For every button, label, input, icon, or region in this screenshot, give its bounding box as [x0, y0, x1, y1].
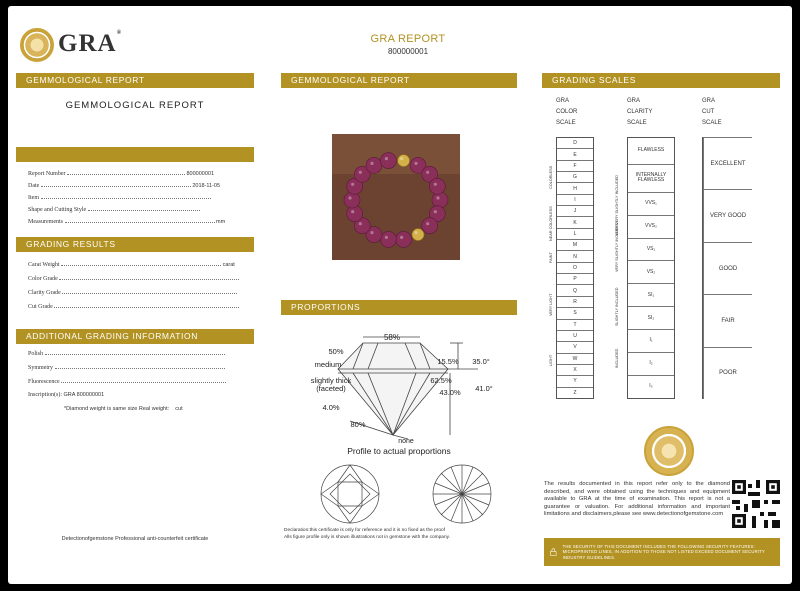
- clarity-grade-2: VVS₁: [628, 193, 674, 216]
- left-bar-blank: [16, 147, 254, 162]
- color-grade-j: J: [557, 206, 593, 217]
- color-grade-f: F: [557, 161, 593, 172]
- color-grade-q: Q: [557, 285, 593, 296]
- ruby-bead: [380, 153, 396, 169]
- diamond-weight-note: *Diamond weight is same size Real weight: cut: [64, 406, 183, 412]
- middle-footer: [284, 527, 520, 541]
- diagram-crown-pct: 50%: [328, 347, 344, 356]
- field-inscription: Inscription(s): GRA 800000001: [28, 392, 105, 398]
- color-scale-table: [556, 137, 594, 399]
- clarity-grade-9: I₂: [628, 353, 674, 376]
- bead-highlight: [370, 162, 373, 165]
- field-color-grade: Color Grade: [28, 275, 254, 282]
- field-item: Item: [28, 194, 254, 201]
- bead-highlight: [434, 183, 437, 186]
- field-cut-grade: Cut Grade: [28, 303, 254, 310]
- bar-grading-scales: GRADING SCALES: [542, 73, 780, 88]
- ruby-bead: [347, 206, 363, 222]
- report-title: GRA REPORT: [370, 33, 446, 45]
- ruby-bead: [429, 178, 445, 194]
- bead-highlight: [400, 236, 403, 239]
- brand-logo-text: GRA®: [58, 30, 123, 57]
- clarity-grade-4: VS₁: [628, 239, 674, 262]
- clarity-group-si: SLIGHTLY INCLUDED: [615, 287, 619, 326]
- color-grade-i: I: [557, 195, 593, 206]
- color-group-light: LIGHT: [549, 354, 553, 366]
- clarity-group-vs: VERY SLIGHTLY INCLUDED: [615, 222, 619, 272]
- bead-highlight: [414, 162, 417, 165]
- cut-scale-head: GRA CUT SCALE: [702, 98, 722, 126]
- bead-highlight: [385, 236, 388, 239]
- bar-grading-results: GRADING RESULTS: [16, 237, 254, 252]
- gold-bead: [398, 155, 410, 167]
- field-clarity-grade: Clarity Grade: [28, 289, 254, 296]
- color-grade-g: G: [557, 172, 593, 183]
- diagram-culet: none: [398, 438, 414, 445]
- bead-highlight: [426, 222, 429, 225]
- field-report-number: Report Number 800000001: [28, 171, 215, 177]
- field-date: Date 2018-11-05: [28, 183, 221, 189]
- bead-highlight: [436, 196, 439, 199]
- bead-highlight: [385, 157, 388, 160]
- bar-additional-info: ADDITIONAL GRADING INFORMATION: [16, 329, 254, 344]
- ruby-bead: [380, 231, 396, 247]
- report-sheet: [8, 6, 792, 584]
- clarity-group-vvs: VERY VERY SLIGHTLY INCLUDED: [615, 175, 619, 236]
- left-subtitle: GEMMOLOGICAL REPORT: [65, 100, 205, 111]
- diagram-crown-angle: 35.0°: [472, 357, 490, 366]
- clarity-grade-6: SI₁: [628, 284, 674, 307]
- diagram-table: 58%: [383, 333, 401, 342]
- clarity-scale-table: [627, 137, 675, 399]
- bead-highlight: [351, 210, 354, 213]
- report-number-header: 800000001: [387, 47, 429, 56]
- cut-grade-excellent: EXCELLENT: [703, 137, 752, 190]
- color-grade-n: N: [557, 251, 593, 262]
- bead-highlight: [370, 231, 373, 234]
- clarity-grade-5: VS₂: [628, 261, 674, 284]
- cut-scale-table: [702, 137, 752, 399]
- color-group-near-colorless: NEAR COLORLESS: [549, 206, 553, 241]
- color-grade-t: T: [557, 320, 593, 331]
- security-note: THE SECURITY OF THIS DOCUMENT INCLUDES THE FOLLOWING SECURITY FEATURES: MICROPRINTED LINES, IN ADDITION TO THOSE NOT LISTED EXCEED DOCUMENT SECURITY INDUSTRY GUIDELINES.: [562, 543, 765, 560]
- color-grade-u: U: [557, 331, 593, 342]
- bar-proportions: PROPORTIONS: [281, 300, 517, 315]
- diagram-pavilion-pct: 62.5%: [430, 376, 452, 385]
- bottom-view-diagram: [426, 463, 498, 525]
- color-group-very-light: VERY LIGHT: [549, 293, 553, 316]
- profile-title: Profile to actual proportions: [347, 446, 451, 456]
- middle-footer-line1: Declaration:this certificate is only for reference and it is no fixed as the proof: [284, 528, 446, 533]
- field-fluorescence: Fluorescence: [28, 378, 254, 385]
- middle-footer-line2: Alls figure profile only is shown illustrations not in gemstone with the company.: [284, 535, 451, 540]
- ruby-bead: [422, 218, 438, 234]
- field-measurements: Measurements mm: [28, 219, 226, 225]
- security-banner: [544, 538, 780, 566]
- color-grade-d: D: [557, 138, 593, 149]
- field-carat-weight: Carat Weight carat: [28, 262, 235, 268]
- middle-bar-gemmological: GEMMOLOGICAL REPORT: [281, 73, 517, 88]
- color-grade-p: P: [557, 274, 593, 285]
- ruby-bead: [344, 192, 360, 208]
- color-grade-m: M: [557, 240, 593, 251]
- color-grade-r: R: [557, 297, 593, 308]
- color-grade-w: W: [557, 354, 593, 365]
- cut-grade-fair: FAIR: [703, 295, 752, 347]
- color-scale-head: GRA COLOR SCALE: [556, 98, 578, 126]
- ruby-bead: [396, 231, 412, 247]
- diagram-crown-height: 15.5%: [437, 357, 459, 366]
- diagram-lower-half: 80%: [350, 420, 366, 429]
- bead-highlight: [414, 231, 417, 234]
- left-bar-gemmological: GEMMOLOGICAL REPORT: [16, 73, 254, 88]
- color-grade-l: L: [557, 229, 593, 240]
- left-footer: Detectionofgemstone Professional anti-counterfeit certificate: [61, 536, 209, 542]
- clarity-scale-head: GRA CLARITY SCALE: [627, 98, 653, 126]
- color-grade-z: Z: [573, 389, 577, 396]
- bead-highlight: [359, 222, 362, 225]
- bead-highlight: [348, 196, 351, 199]
- clarity-grade-8: I₁: [628, 330, 674, 353]
- color-grade-e: E: [557, 149, 593, 160]
- diagram-girdle-note: slightly thick (faceted): [310, 376, 352, 393]
- clarity-grade-7: SI₂: [628, 307, 674, 330]
- diagram-pavilion-depth: 43.0%: [439, 388, 461, 397]
- field-polish: Polish: [28, 350, 254, 357]
- bead-highlight: [434, 210, 437, 213]
- clarity-grade-10: I₃: [649, 383, 653, 390]
- bead-highlight: [426, 171, 429, 174]
- qr-code-icon: [732, 480, 780, 528]
- gra-seal-icon: [644, 426, 694, 476]
- clarity-grade-0: FLAWLESS: [628, 138, 674, 165]
- gra-logo-icon: [20, 28, 54, 62]
- cut-grade-poor: POOR: [703, 348, 752, 399]
- cut-grade-very-good: VERY GOOD: [703, 190, 752, 242]
- ruby-bead: [432, 192, 448, 208]
- color-grade-k: K: [557, 217, 593, 228]
- bead-highlight: [400, 157, 403, 160]
- gold-bead: [412, 229, 424, 241]
- diagram-girdle: medium: [314, 360, 342, 369]
- bead-highlight: [359, 171, 362, 174]
- color-group-faint: FAINT: [549, 252, 553, 263]
- bead-highlight: [351, 183, 354, 186]
- color-grade-x: X: [557, 365, 593, 376]
- clarity-grade-1: INTERNALLY FLAWLESS: [628, 165, 674, 192]
- color-grade-h: H: [557, 183, 593, 194]
- bracelet-photo: [332, 134, 460, 260]
- clarity-grade-3: VVS₂: [628, 216, 674, 239]
- color-group-colorless: COLORLESS: [549, 165, 553, 189]
- disclaimer-text: The results documented in this report refer only to the diamond described, and were obtained using the techniques and equipment available to GRA at the time of examination. This report is not a guarantee or valuation. For additional information and important limitations and disclaimers,please see www.detectionofgemstone.com: [544, 481, 730, 517]
- lock-icon: [550, 544, 557, 560]
- color-grade-s: S: [557, 308, 593, 319]
- cut-grade-good: GOOD: [703, 243, 752, 295]
- diagram-pavilion-angle: 41.0°: [475, 384, 493, 393]
- field-symmetry: Symmetry: [28, 364, 254, 371]
- color-grade-y: Y: [557, 376, 593, 387]
- ruby-bead: [366, 157, 382, 173]
- top-view-diagram: [314, 463, 386, 525]
- diagram-girdle-pct: 4.0%: [322, 403, 340, 412]
- color-grade-v: V: [557, 342, 593, 353]
- clarity-group-included: INCLUDED: [615, 348, 619, 368]
- field-shape: Shape and Cutting Style: [28, 206, 254, 213]
- color-grade-o: O: [557, 263, 593, 274]
